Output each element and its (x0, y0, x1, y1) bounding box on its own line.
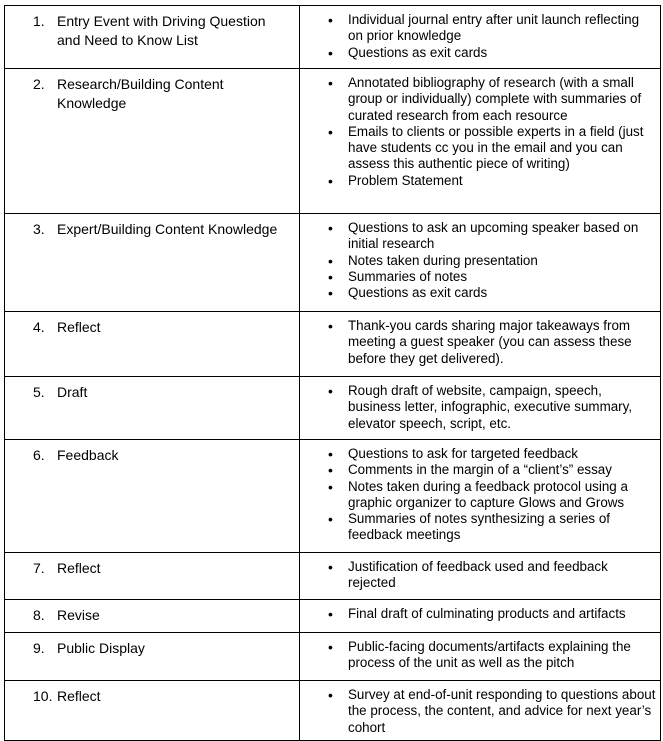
phase-cell (5, 214, 300, 312)
artifact-list (300, 440, 660, 548)
phase-title: Reflect (57, 319, 101, 335)
list-item: • Summaries of notes synthesizing a series of feedback meetings (328, 511, 656, 544)
phase-number: 2. (33, 76, 45, 92)
list-item: • Questions as exit cards (328, 45, 656, 61)
table-row (5, 377, 661, 440)
phase-cell (5, 633, 300, 681)
artifact-list (300, 681, 660, 740)
phase-number: 7. (33, 560, 45, 576)
artifacts-cell (300, 377, 661, 440)
list-item: • Questions as exit cards (328, 285, 656, 301)
artifacts-cell (300, 6, 661, 69)
artifacts-cell (300, 600, 661, 633)
list-item: • Notes taken during presentation (328, 253, 656, 269)
table-body (5, 6, 661, 741)
phase-title: Reflect (57, 560, 101, 576)
artifacts-cell (300, 312, 661, 377)
phase-number: 9. (33, 640, 45, 656)
list-item: • Summaries of notes (328, 269, 656, 285)
table-row (5, 553, 661, 600)
list-item: • Questions to ask for targeted feedback (328, 446, 656, 462)
phase-number: 3. (33, 221, 45, 237)
artifact-list (300, 377, 660, 436)
list-item: • Questions to ask an upcoming speaker based on initial research (328, 220, 656, 253)
phase-title: Public Display (57, 640, 145, 656)
table-row (5, 214, 661, 312)
artifact-list (300, 214, 660, 305)
phase-cell (5, 553, 300, 600)
table-row (5, 69, 661, 214)
table-row (5, 600, 661, 633)
phase-number: 5. (33, 384, 45, 400)
phase-number: 10. (33, 688, 53, 704)
list-item: • Individual journal entry after unit launch reflecting on prior knowledge (328, 12, 656, 45)
artifact-list (300, 312, 660, 371)
artifacts-cell (300, 214, 661, 312)
phase-title: Expert/Building Content Knowledge (57, 221, 278, 237)
artifact-list (300, 633, 660, 676)
artifacts-cell (300, 681, 661, 741)
phase-cell (5, 440, 300, 553)
assessment-table (4, 5, 661, 741)
phase-cell (5, 681, 300, 741)
artifact-list (300, 553, 660, 596)
table-row (5, 6, 661, 69)
phase-title: Draft (57, 384, 88, 400)
artifact-list (300, 69, 660, 193)
artifacts-cell (300, 69, 661, 214)
list-item: • Emails to clients or possible experts in a field (just have students cc you in the email and you can assess this authentic piece of writing) (328, 124, 656, 173)
list-item: • Final draft of culminating products and artifacts (328, 606, 656, 622)
phase-title: Research/Building Content Knowledge (57, 76, 224, 111)
artifacts-cell (300, 553, 661, 600)
artifacts-cell (300, 440, 661, 553)
list-item: • Problem Statement (328, 173, 656, 189)
list-item: • Public-facing documents/artifacts explaining the process of the unit as well as the pitch (328, 639, 656, 672)
list-item: • Rough draft of website, campaign, speech, business letter, infographic, executive summary, elevator speech, script, etc. (328, 383, 656, 432)
phase-number: 8. (33, 607, 45, 623)
phase-title: Reflect (57, 688, 101, 704)
table-row (5, 633, 661, 681)
artifact-list (300, 600, 660, 626)
list-item: • Notes taken during a feedback protocol using a graphic organizer to capture Glows and Grows (328, 479, 656, 512)
list-item: • Annotated bibliography of research (with a small group or individually) complete with summaries of curated research from each resource (328, 75, 656, 124)
phase-cell (5, 600, 300, 633)
artifact-list (300, 6, 660, 65)
phase-cell (5, 69, 300, 214)
phase-title: Entry Event with Driving Question and Need to Know List (57, 13, 266, 48)
phase-title: Revise (57, 607, 100, 623)
artifacts-cell (300, 633, 661, 681)
table-row (5, 440, 661, 553)
phase-number: 1. (33, 13, 45, 29)
phase-cell (5, 6, 300, 69)
phase-number: 4. (33, 319, 45, 335)
table-row (5, 312, 661, 377)
table-row (5, 681, 661, 741)
list-item: • Thank-you cards sharing major takeaways from meeting a guest speaker (you can assess these before they get delivered). (328, 318, 656, 367)
phase-cell (5, 312, 300, 377)
list-item: • Comments in the margin of a “client’s” essay (328, 462, 656, 478)
phase-title: Feedback (57, 447, 119, 463)
list-item: • Survey at end-of-unit responding to questions about the process, the content, and advice for next year’s cohort (328, 687, 656, 736)
list-item: • Justification of feedback used and feedback rejected (328, 559, 656, 592)
phase-cell (5, 377, 300, 440)
phase-number: 6. (33, 447, 45, 463)
